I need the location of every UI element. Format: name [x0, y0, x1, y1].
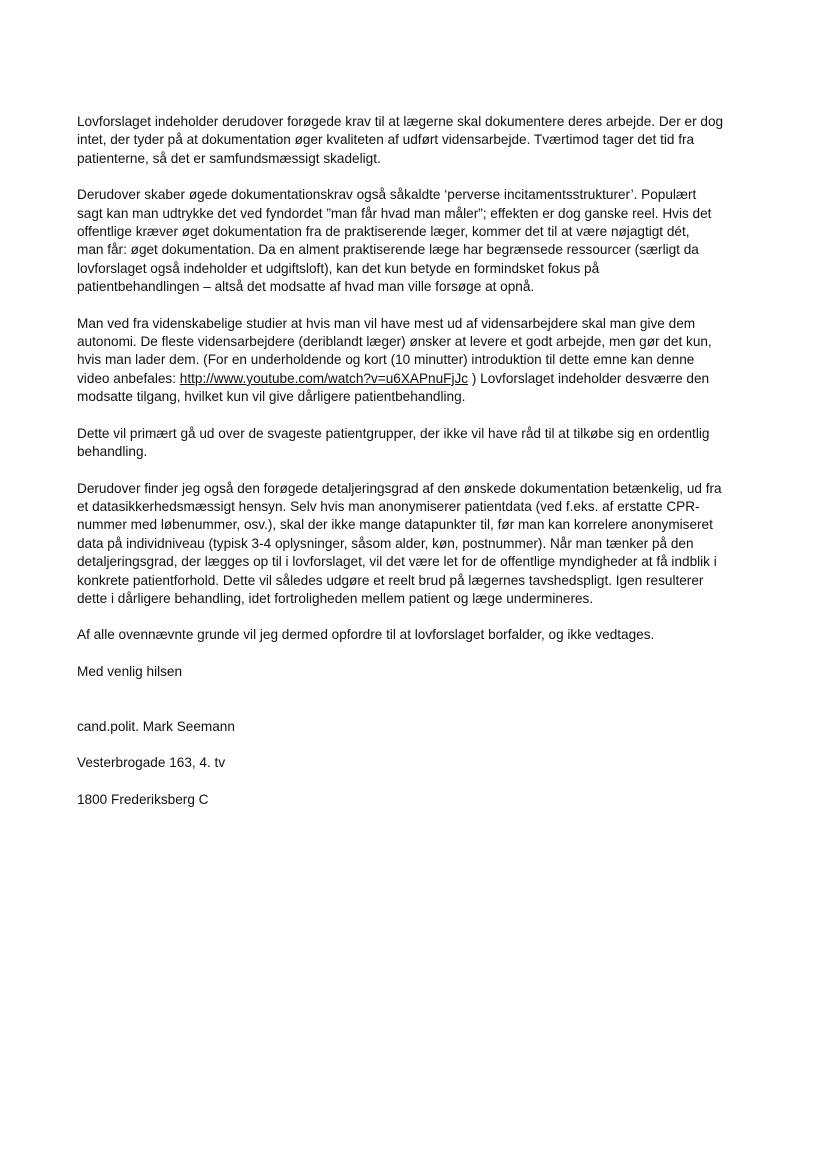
paragraph-documentation-requirements: Lovforslaget indeholder derudover forøgede krav til at lægerne skal dokumentere deres arbejde. Der er dog intet, der tyder på at dokumentation øger kvaliteten af udført vidensarbejde. Tværtimod tager det tid fra patienterne, så det er samfundsmæssigt skadeligt.: [77, 114, 724, 166]
letter-body: [77, 113, 757, 846]
paragraph-vulnerable-patients: Dette vil primært gå ud over de svageste patientgrupper, der ikke vil have råd til at tilkøbe sig en ordentlig behandling.: [77, 425, 710, 460]
youtube-link[interactable]: http://www.youtube.com/watch?v=u6XAPnuFjJc: [179, 370, 469, 386]
signature-block: [77, 699, 757, 828]
paragraph-perverse-incentives: Derudover skaber øgede dokumentationskrav også såkaldte ‘perverse incitamentsstrukturer’. Populært sagt kan man udtrykke det ved fyndordet ”man får hvad man måler”; effekten er dog ganske reel. Hvis det offentlige kræver øget dokumentation fra de praktiserende læger, kommer det til at være nøjagtigt dét, man får: øget dokumentation. Da en alment praktiserende læge har begrænsede ressourcer (særligt da lovforslaget også indeholder et udgiftsloft), kan det kun betyde en formindsket fokus på patientbehandlingen – altså det modsatte af hvad man ville forsøge at opnå.: [77, 187, 712, 295]
paragraph-data-security: Derudover finder jeg også den forøgede detaljeringsgrad af den ønskede dokumentation betænkelig, ud fra et datasikkerhedsmæssigt hensyn. Selv hvis man anonymiserer patientdata (ved f.eks. af erstatte CPR- nummer med løbenummer, osv.), skal der ikke mange datapunkter til, før man kan korrelere anonymiseret data på individniveau (typisk 3-4 oplysninger, såsom alder, køn, postnummer). Når man tænker på den detaljeringsgrad, der lægges op til i lovforslaget, vil det være let for de offentlige myndigheder at få indblik i konkrete patientforhold. Dette vil således udgøre et reelt brud på lægernes tavshedspligt. Igen resulterer dette i dårligere behandling, idet fortroligheden mellem patient og læge undermineres.: [77, 480, 722, 606]
signature-street: Vesterbrogade 163, 4. tv: [77, 755, 226, 771]
paragraph-conclusion: Af alle ovennævnte grunde vil jeg dermed opfordre til at lovforslaget borfalder, og ikke vedtages.: [77, 627, 655, 643]
closing-salutation: Med venlig hilsen: [77, 663, 183, 679]
signature-name: cand.polit. Mark Seemann: [77, 718, 235, 734]
paragraph-autonomy-text-end: ) Lovforslaget indeholder desværre den modsatte tilgang, hvilket kun vil give dårligere patientbehandling.: [77, 370, 710, 405]
signature-city: 1800 Frederiksberg C: [77, 792, 209, 808]
paragraph-autonomy: [77, 315, 757, 407]
paragraph-autonomy-text-start: Man ved fra videnskabelige studier at hvis man vil have mest ud af vidensarbejdere skal man give dem autonomi. De fleste vidensarbejdere (deriblandt læger) ønsker at levere et godt arbejde, men gør det kun, hvis man lader dem. (For en underholdende og kort (10 minutter) introduktion til dette emne kan denne video anbefales:: [77, 315, 712, 386]
